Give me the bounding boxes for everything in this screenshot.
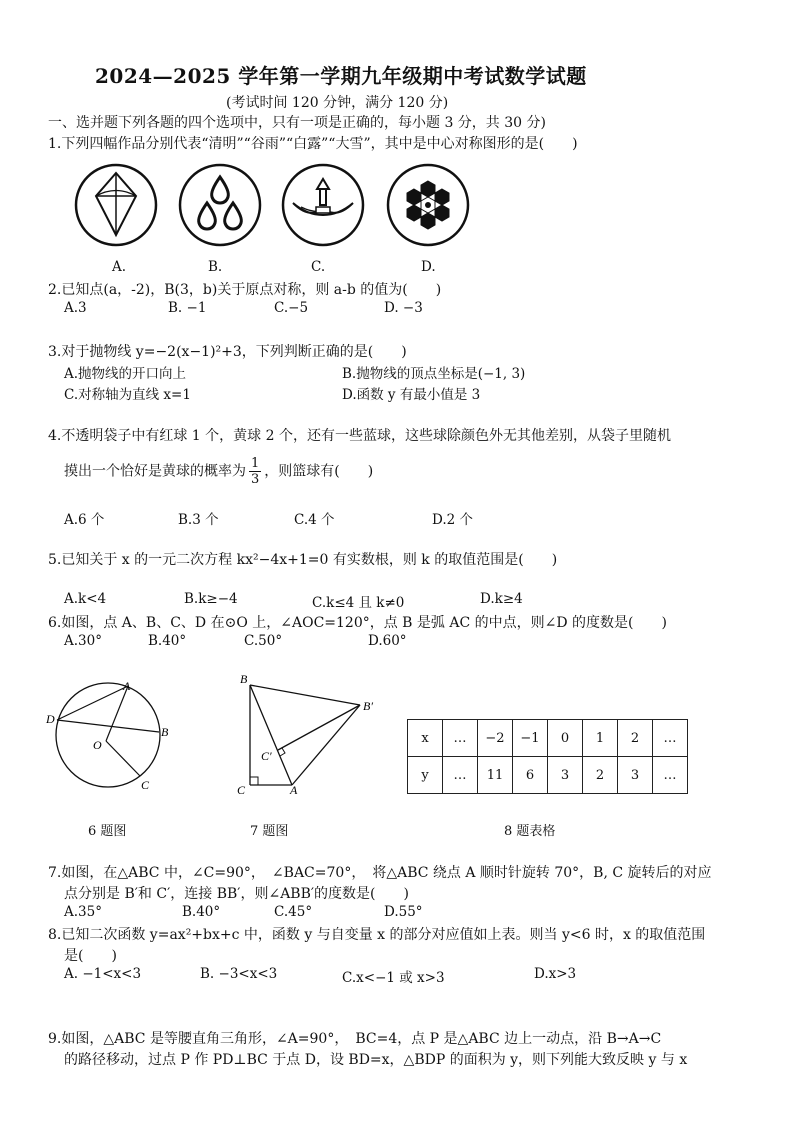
question-8-stem-line2: 是( ) xyxy=(64,948,117,964)
q2-option-d: D. −3 xyxy=(384,300,423,316)
page-title: 2024—2025 学年第一学期九年级期中考试数学试题 xyxy=(95,64,587,88)
q4-text-pre: 摸出一个恰好是黄球的概率为 xyxy=(64,463,246,480)
fig7-label-b-prime: B′ xyxy=(363,699,373,713)
q3-option-b: B.抛物线的顶点坐标是(−1, 3) xyxy=(342,366,526,382)
table-cell: 3 xyxy=(548,757,583,794)
q5-option-b: B.k≥−4 xyxy=(184,591,238,607)
q8-option-b: B. −3<x<3 xyxy=(200,966,278,982)
question-2-stem: 2.已知点(a，-2)，B(3，b)关于原点对称，则 a-b 的值为( ) xyxy=(48,282,442,298)
fig6-label-d: D xyxy=(46,712,55,726)
q4-option-d: D.2 个 xyxy=(432,512,474,528)
table-cell: … xyxy=(653,757,688,794)
q3-option-d: D.函数 y 有最小值是 3 xyxy=(342,387,481,403)
question-1-stem: 1.下列四幅作品分别代表“清明”“谷雨”“白露”“大雪”，其中是中心对称图形的是( ) xyxy=(48,136,578,152)
kite-icon xyxy=(74,163,158,247)
option-label-d: D. xyxy=(421,259,436,275)
table-cell: 3 xyxy=(618,757,653,794)
q8-option-c: C.x<−1 或 x>3 xyxy=(342,970,445,986)
q3-option-c: C.对称轴为直线 x=1 xyxy=(64,387,191,403)
table-cell: … xyxy=(443,720,478,757)
table-row-y xyxy=(408,757,688,794)
snow-hexagon-icon xyxy=(386,163,470,247)
q6-option-b: B.40° xyxy=(148,633,187,649)
question-7-stem-line2: 点分别是 B′和 C′，连接 BB′，则∠ABB′的度数是( ) xyxy=(64,886,409,902)
question-5-stem: 5.已知关于 x 的一元二次方程 kx²−4x+1=0 有实数根，则 k 的取值范围是( ) xyxy=(48,552,558,568)
question-4-stem-line2 xyxy=(64,456,373,487)
q7-option-a: A.35° xyxy=(64,904,102,920)
question-8-value-table xyxy=(407,719,688,794)
fig7-label-a: A xyxy=(290,783,298,797)
table-cell: x xyxy=(408,720,443,757)
fig7-label-c-prime: C′ xyxy=(261,749,272,763)
q2-option-a: A.3 xyxy=(64,300,87,316)
table-cell: 2 xyxy=(583,757,618,794)
fig7-label-b: B xyxy=(240,672,248,686)
figure-7-triangle xyxy=(230,670,380,800)
option-label-b: B. xyxy=(208,259,223,275)
q6-option-c: C.50° xyxy=(244,633,283,649)
exam-info: (考试时间 120 分钟，满分 120 分) xyxy=(226,95,449,111)
question-3-stem: 3.对于抛物线 y=−2(x−1)²+3，下列判断正确的是( ) xyxy=(48,344,407,360)
section-heading: 一、选并题下列各题的四个选项中，只有一项是正确的，每小题 3 分，共 30 分) xyxy=(48,115,546,131)
question-8-stem-line1: 8.已知二次函数 y=ax²+bx+c 中，函数 y 与自变量 x 的部分对应值如上表。则当 y<6 时，x 的取值范围 xyxy=(48,927,706,943)
q8-option-a: A. −1<x<3 xyxy=(64,966,142,982)
q4-option-a: A.6 个 xyxy=(64,512,105,528)
question-9-stem-line2: 的路径移动，过点 P 作 PD⊥BC 于点 D，设 BD=x，△BDP 的面积为 y，则下列能大致反映 y 与 x xyxy=(64,1052,688,1068)
q5-option-a: A.k<4 xyxy=(64,591,107,607)
table-cell: 2 xyxy=(618,720,653,757)
q6-option-d: D.60° xyxy=(368,633,407,649)
white-dew-icon xyxy=(281,163,365,247)
question-4-stem-line1: 4.不透明袋子中有红球 1 个，黄球 2 个，还有一些蓝球，这些球除颜色外无其他差别，从袋子里随机 xyxy=(48,428,671,444)
question-6-stem: 6.如图，点 A、B、C、D 在⊙O 上，∠AOC=120°，点 B 是弧 AC 的中点，则∠D 的度数是( ) xyxy=(48,615,667,631)
q5-option-c: C.k≤4 且 k≠0 xyxy=(312,595,405,611)
fig6-label-c: C xyxy=(141,778,150,792)
table-cell: 11 xyxy=(478,757,513,794)
q8-option-d: D.x>3 xyxy=(534,966,577,982)
fig6-label-a: A xyxy=(123,679,131,693)
table-cell: 6 xyxy=(513,757,548,794)
option-label-c: C. xyxy=(311,259,326,275)
fig6-label-b: B xyxy=(161,725,169,739)
fig7-label-c: C xyxy=(237,783,246,797)
q6-option-a: A.30° xyxy=(64,633,102,649)
fig6-label-o: O xyxy=(93,738,102,752)
question-7-stem-line1: 7.如图，在△ABC 中，∠C=90°， ∠BAC=70°， 将△ABC 绕点 A 顺时针旋转 70°，B, C 旋转后的对应 xyxy=(48,865,712,881)
figure-6-caption: 6 题图 xyxy=(88,824,127,839)
q4-text-post: ，则篮球有( ) xyxy=(264,463,374,480)
table-row-x xyxy=(408,720,688,757)
q2-option-b: B. −1 xyxy=(168,300,207,316)
table-cell: −2 xyxy=(478,720,513,757)
q4-option-c: C.4 个 xyxy=(294,512,335,528)
fraction-denominator: 3 xyxy=(251,472,260,487)
q2-option-c: C.−5 xyxy=(274,300,309,316)
table-cell: −1 xyxy=(513,720,548,757)
option-label-a: A. xyxy=(112,259,127,275)
q5-option-d: D.k≥4 xyxy=(480,591,523,607)
figure-6-circle xyxy=(40,675,180,800)
table-cell: 0 xyxy=(548,720,583,757)
question-9-stem-line1: 9.如图，△ABC 是等腰直角三角形，∠A=90°， BC=4，点 P 是△ABC 边上一动点，沿 B→A→C xyxy=(48,1031,662,1047)
q7-option-d: D.55° xyxy=(384,904,423,920)
water-drops-icon xyxy=(178,163,262,247)
q3-option-a: A.抛物线的开口向上 xyxy=(64,366,187,382)
q7-option-b: B.40° xyxy=(182,904,221,920)
figure-7-caption: 7 题图 xyxy=(250,824,289,839)
table-cell: 1 xyxy=(583,720,618,757)
table-cell: … xyxy=(653,720,688,757)
q4-option-b: B.3 个 xyxy=(178,512,219,528)
probability-fraction xyxy=(249,456,261,487)
table-cell: … xyxy=(443,757,478,794)
q7-option-c: C.45° xyxy=(274,904,313,920)
fraction-numerator: 1 xyxy=(251,456,260,471)
table-cell: y xyxy=(408,757,443,794)
table-8-caption: 8 题表格 xyxy=(504,824,556,839)
